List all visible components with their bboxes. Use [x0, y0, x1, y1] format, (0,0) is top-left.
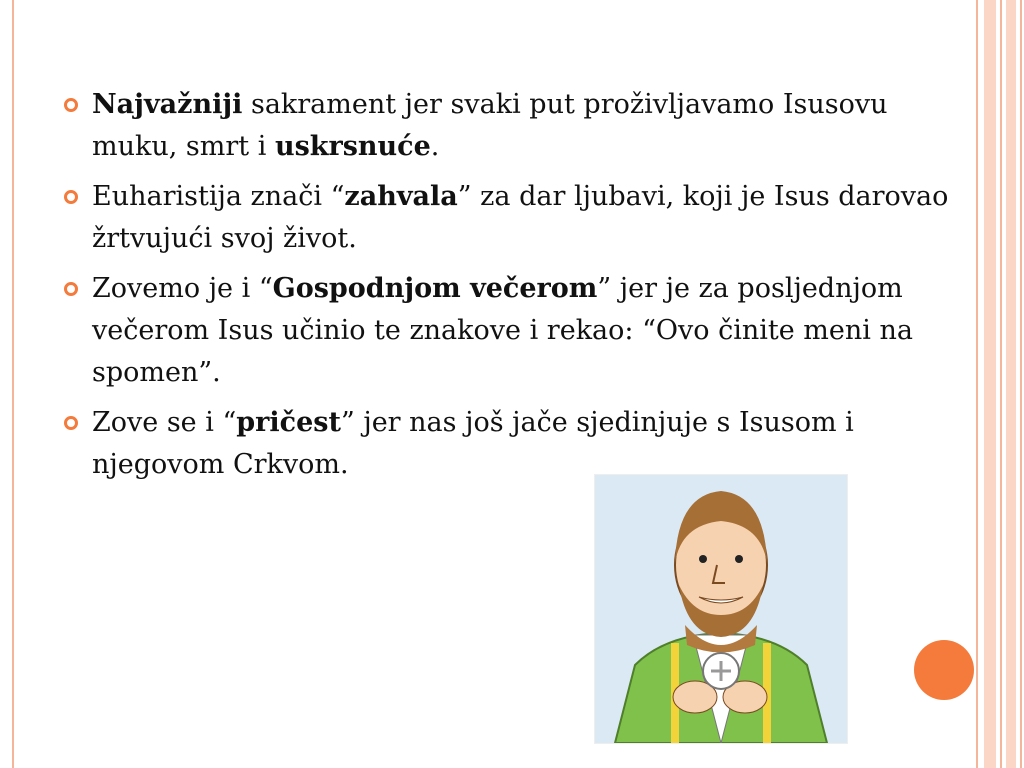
bullet-dot-icon: [64, 190, 78, 204]
decorative-circle: [914, 640, 974, 700]
bullet-dot-icon: [64, 98, 78, 112]
bold-text: Gospodnjom večerom: [272, 273, 598, 304]
right-frame-border: [976, 0, 1024, 768]
bullet-item-1: [62, 84, 962, 168]
bullet-text: .: [430, 131, 440, 162]
bullet-text: Zove se i “: [92, 407, 237, 438]
bullet-item-2: [62, 176, 962, 260]
priest-drawing: [595, 475, 847, 743]
bullet-text: sakrament jer svaki put proživljavamo Isusovu muku, smrt i: [92, 89, 888, 162]
left-frame-line: [12, 0, 14, 768]
bold-text: uskrsnuće: [274, 131, 431, 162]
bullet-item-3: [62, 268, 962, 394]
slide-content: [62, 84, 962, 494]
bullet-text: ” za dar ljubavi, koji je Isus darovao žrtvujući svoj život.: [92, 181, 949, 254]
bullet-dot-icon: [64, 416, 78, 430]
bold-text: Najvažniji: [92, 89, 243, 120]
bold-text: pričest: [236, 407, 341, 438]
bullet-text: Euharistija znači “: [92, 181, 345, 212]
bullet-text: Zovemo je i “: [92, 273, 273, 304]
bullet-dot-icon: [64, 282, 78, 296]
bullet-text: ” jer nas još jače sjedinjuje s Isusom i njegovom Crkvom.: [92, 407, 854, 480]
bold-text: zahvala: [344, 181, 458, 212]
bullet-text: ” jer je za posljednjom večerom Isus učinio te znakove i rekao: “Ovo činite meni na spomen”.: [92, 273, 913, 388]
priest-illustration: [594, 474, 848, 744]
